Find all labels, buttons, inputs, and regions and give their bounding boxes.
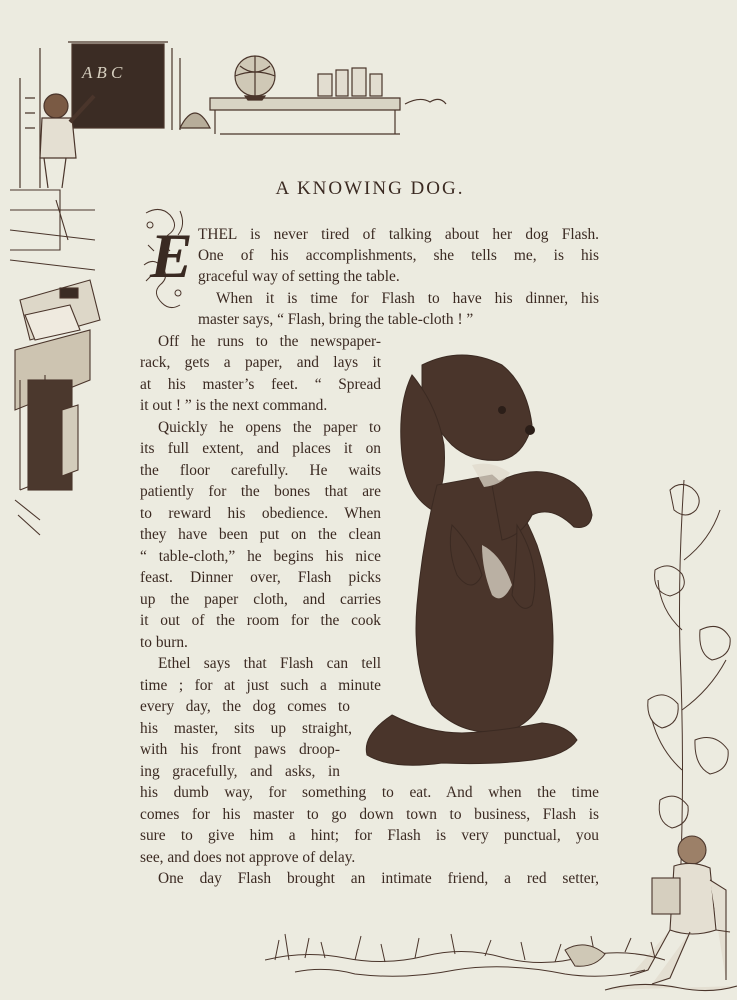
text-line: When it is time for Flash to have his dinner, his (216, 290, 599, 307)
text-line: every day, the dog comes to (140, 698, 350, 715)
text-line: feast. Dinner over, Flash picks (140, 569, 381, 586)
text-line: at his master’s feet. “ Spread (140, 376, 381, 393)
drop-cap (140, 205, 193, 317)
text-line: One day Flash brought an intimate friend, a red setter, (158, 870, 599, 887)
text-line: it out ! ” is the next command. (140, 397, 328, 414)
text-line: comes for his master to go down town to business, Flash is (140, 806, 599, 823)
text-line: Ethel says that Flash can tell (158, 655, 381, 672)
text-line: his master, sits up straight, (140, 720, 352, 737)
text-line: rack, gets a paper, and lays it (140, 354, 381, 371)
chalkboard-text: A B C (82, 63, 123, 82)
poodle-illustration (352, 345, 602, 775)
school-desk-illustration (0, 180, 110, 540)
page-title: A KNOWING DOG. (275, 178, 465, 199)
classroom-illustration (0, 38, 450, 188)
text-line: Off he runs to the newspaper- (158, 333, 381, 350)
drop-cap-letter: E (150, 220, 193, 291)
text-line: up the paper cloth, and carries (140, 591, 381, 608)
text-line: they have been put on the clean (140, 526, 381, 543)
text-line: to burn. (140, 634, 188, 651)
abc-chalk-text (81, 63, 123, 82)
text-line: “ table-cloth,” he begins his nice (140, 548, 381, 565)
text-line: THEL is never tired of talking about her dog Flash. (198, 226, 599, 243)
text-line: to reward his obedience. When (140, 505, 381, 522)
text-line: it out of the room for the cook (140, 612, 381, 629)
text-line: patiently for the bones that are (140, 483, 381, 500)
text-line: One of his accomplishments, she tells me, is his (198, 247, 599, 264)
text-line: Quickly he opens the paper to (158, 419, 381, 436)
text-line: see, and does not approve of delay. (140, 849, 356, 866)
text-line: the floor carefully. He waits (140, 462, 381, 479)
text-line: ing gracefully, and asks, in (140, 763, 340, 780)
text-line: his dumb way, for something to eat. And when the time (140, 784, 599, 801)
grass-border-illustration (265, 920, 665, 990)
text-line: graceful way of setting the table. (198, 268, 400, 285)
text-line: with his front paws droop- (140, 741, 340, 758)
text-line: master says, “ Flash, bring the table-cloth ! ” (198, 311, 474, 328)
text-line: time ; for at just such a minute (140, 677, 381, 694)
text-line: its full extent, and places it on (140, 440, 381, 457)
text-line: sure to give him a hint; for Flash is very punctual, you (140, 827, 599, 844)
